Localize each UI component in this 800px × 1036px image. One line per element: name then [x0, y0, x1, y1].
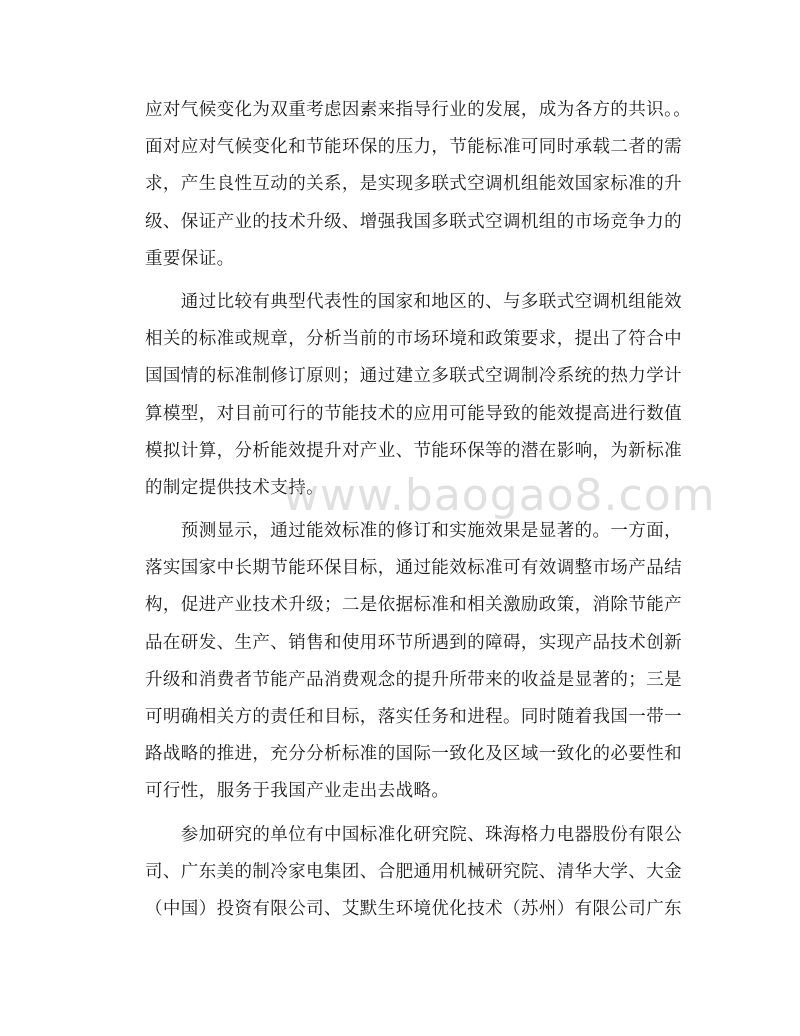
text-line: 司、广东美的制冷家电集团、合肥通用机械研究院、清华大学、大金	[145, 861, 682, 882]
watermark: www.baogao8.com	[283, 470, 716, 521]
text-line: 模拟计算，分析能效提升对产业、节能环保等的潜在影响，为新标准	[145, 440, 682, 461]
text-line: 的制定提供技术支持。	[145, 477, 324, 498]
paragraph	[145, 513, 682, 811]
paragraph	[145, 817, 682, 929]
text-line: 应对气候变化为双重考虑因素来指导行业的发展，成为各方的共识。。	[145, 100, 692, 120]
text-line: 面对应对气候变化和节能环保的压力，节能标准可同时承载二者的需	[145, 137, 682, 158]
text-line: 构，促进产业技术升级；二是依据标准和相关激励政策，消除节能产	[145, 595, 682, 616]
paragraph	[145, 284, 682, 507]
text-line: 预测显示，通过能效标准的修订和实施效果是显著的。一方面，	[145, 521, 682, 542]
text-line: 通过比较有典型代表性的国家和地区的、与多联式空调机组能效	[145, 291, 682, 312]
text-line: （中国）投资有限公司、艾默生环境优化技术（苏州）有限公司广东	[145, 898, 682, 919]
text-line: 求，产生良性互动的关系，是实现多联式空调机组能效国家标准的升	[145, 174, 682, 195]
text-line: 落实国家中长期节能环保目标，通过能效标准可有效调整市场产品结	[145, 558, 682, 579]
text-line: 相关的标准或规章，分析当前的市场环境和政策要求，提出了符合中	[145, 329, 682, 350]
text-line: 算模型，对目前可行的节能技术的应用可能导致的能效提高进行数值	[145, 403, 682, 424]
text-line: 可明确相关方的责任和目标，落实任务和进程。同时随着我国一带一	[145, 707, 682, 727]
text-line: 重要保证。	[145, 248, 235, 269]
text-line: 级、保证产业的技术升级、增强我国多联式空调机组的市场竞争力的	[145, 211, 682, 232]
text-line: 路战略的推进，充分分析标准的国际一致化及区域一致化的必要性和	[145, 744, 682, 765]
text-line: 品在研发、生产、销售和使用环节所遇到的障碍，实现产品技术创新	[145, 632, 682, 653]
paragraph	[145, 92, 692, 278]
text-line: 参加研究的单位有中国标准化研究院、珠海格力电器股份有限公	[145, 824, 682, 845]
text-line: 升级和消费者节能产品消费观念的提升所带来的收益是显著的；三是	[145, 669, 682, 690]
text-line: 国国情的标准制修订原则；通过建立多联式空调制冷系统的热力学计	[145, 366, 682, 387]
text-line: 可行性，服务于我国产业走出去战略。	[145, 781, 450, 802]
body-text	[145, 92, 692, 928]
